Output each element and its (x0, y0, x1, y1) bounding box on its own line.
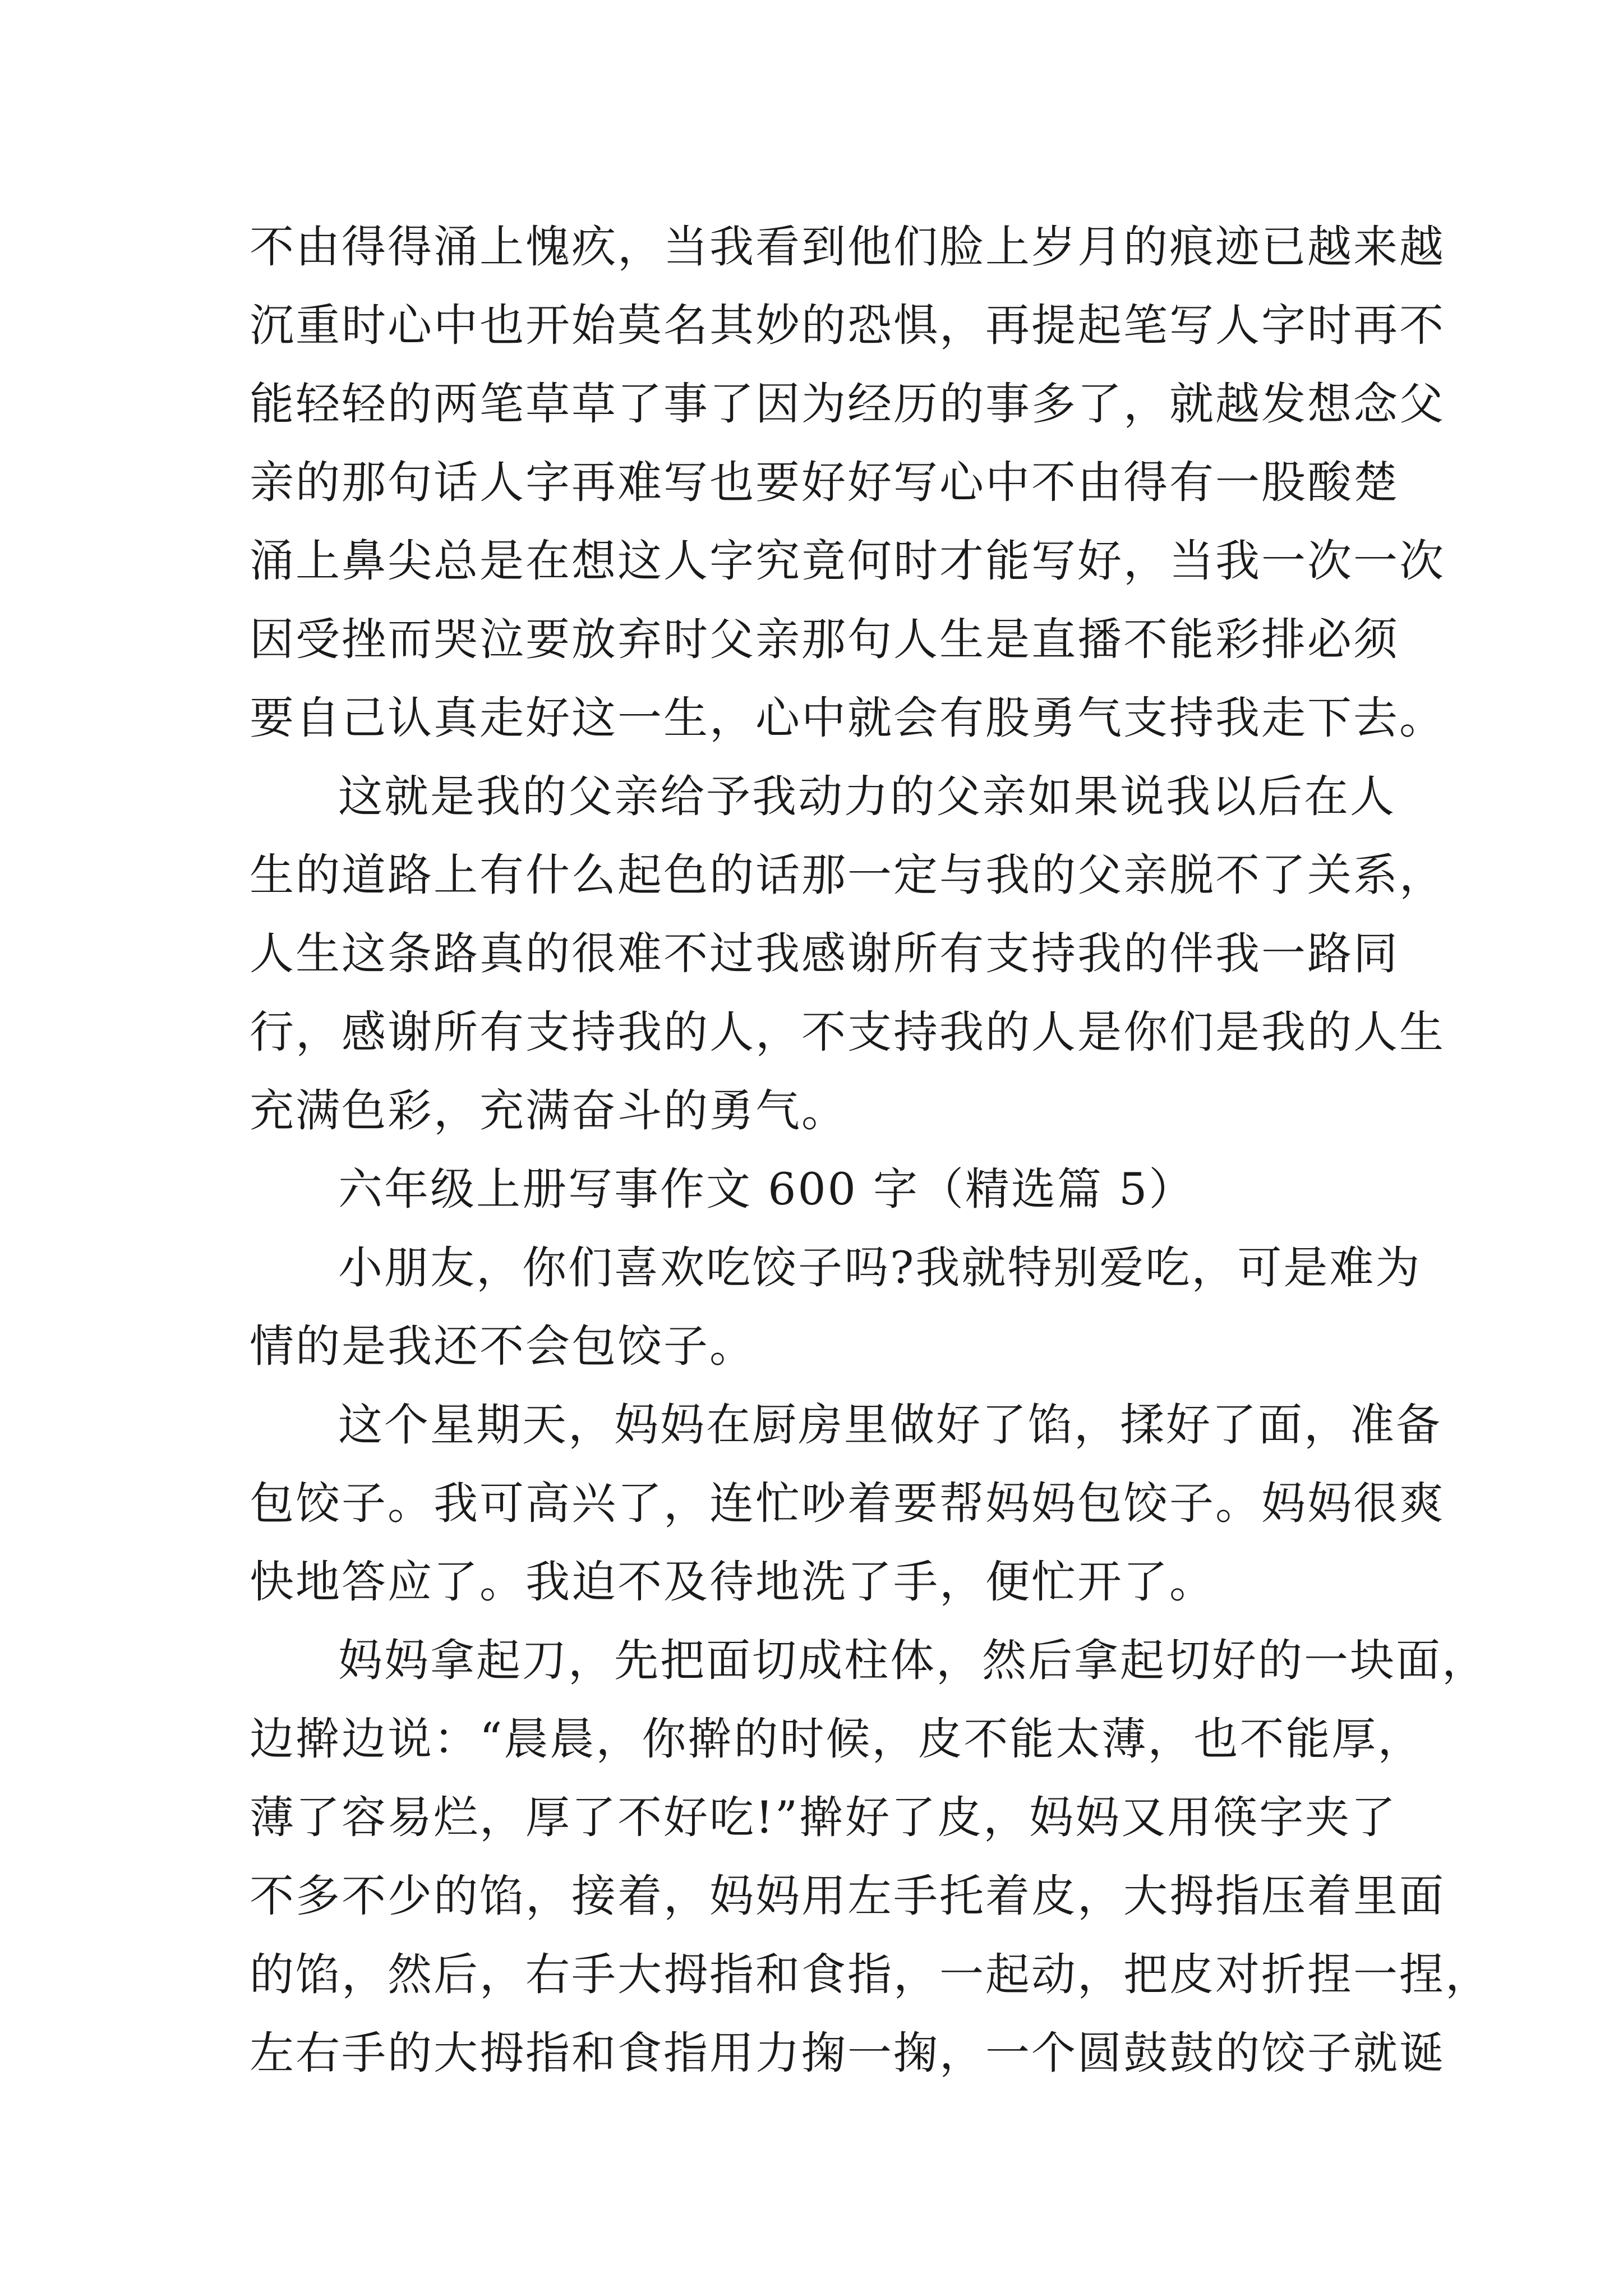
text-line: 涌上鼻尖总是在想这人字究竟何时才能写好，当我一次一次 (250, 535, 1445, 587)
text-line: 不由得得涌上愧疚，当我看到他们脸上岁月的痕迹已越来越 (250, 221, 1445, 273)
text-line: 行，感谢所有支持我的人，不支持我的人是你们是我的人生 (250, 1006, 1445, 1058)
text-line: 因受挫而哭泣要放弃时父亲那句人生是直播不能彩排必须 (250, 614, 1399, 665)
text-line: 充满色彩，充满奋斗的勇气。 (250, 1085, 847, 1137)
text-line: 边擀边说：“晨晨，你擀的时候，皮不能太薄，也不能厚， (250, 1713, 1424, 1765)
text-line: 情的是我还不会包饺子。 (250, 1320, 755, 1372)
text-line: 快地答应了。我迫不及待地洗了手，便忙开了。 (250, 1556, 1215, 1608)
text-line: 左右手的大拇指和食指用力掬一掬，一个圆鼓鼓的饺子就诞 (250, 2027, 1445, 2079)
text-line: 能轻轻的两笔草草了事了因为经历的事多了，就越发想念父 (250, 378, 1445, 430)
text-line: 薄了容易烂，厚了不好吃!”擀好了皮，妈妈又用筷字夹了 (250, 1792, 1398, 1843)
paragraph-first-line: 小朋友，你们喜欢吃饺子吗?我就特别爱吃，可是难为 (338, 1242, 1422, 1294)
text-line: 的馅，然后，右手大拇指和食指，一起动，把皮对折捏一捏， (250, 1949, 1491, 2000)
text-line: 亲的那句话人字再难写也要好好写心中不由得有一股酸楚 (250, 457, 1399, 508)
paragraph-first-line: 妈妈拿起刀，先把面切成柱体，然后拿起切好的一块面， (338, 1635, 1488, 1686)
text-line: 人生这条路真的很难不过我感谢所有支持我的伴我一路同 (250, 928, 1399, 979)
text-line: 包饺子。我可高兴了，连忙吵着要帮妈妈包饺子。妈妈很爽 (250, 1478, 1445, 1529)
text-line: 沉重时心中也开始莫名其妙的恐惧，再提起笔写人字时再不 (250, 300, 1445, 351)
text-line: 要自己认真走好这一生，心中就会有股勇气支持我走下去。 (250, 692, 1445, 744)
paragraph-first-line: 这就是我的父亲给予我动力的父亲如果说我以后在人 (338, 771, 1396, 822)
text-line: 生的道路上有什么起色的话那一定与我的父亲脱不了关系， (250, 849, 1445, 901)
paragraph-first-line: 这个星期天，妈妈在厨房里做好了馅，揉好了面，准备 (338, 1399, 1442, 1451)
section-heading: 六年级上册写事作文 600 字（精选篇 5） (338, 1163, 1195, 1215)
text-line: 不多不少的馅，接着，妈妈用左手托着皮，大拇指压着里面 (250, 1870, 1445, 1922)
body-text (250, 208, 1491, 2092)
